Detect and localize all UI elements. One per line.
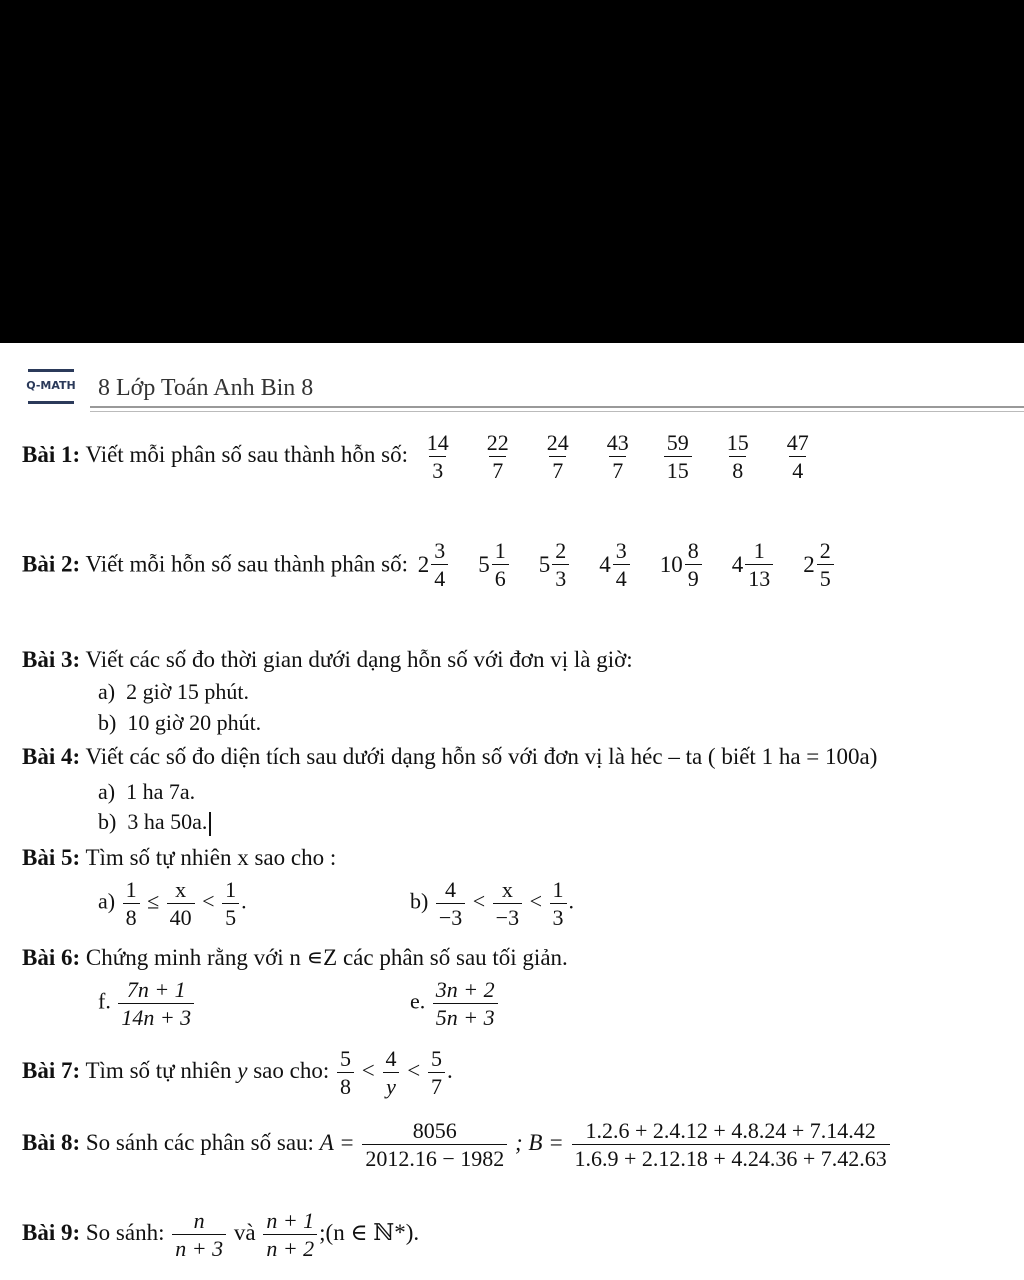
exercise-4: Bài 4: Viết các số đo diện tích sau dưới dạng hỗn số với đơn vị là héc – ta ( biết 1 ha = 100a) xyxy=(22,744,878,769)
q-math-logo: Q-MATH xyxy=(22,365,80,409)
mixed-number: 2 $\frac{2}{5}$ xyxy=(803,539,836,590)
mixed-number: 2 $\frac{3}{4}$ xyxy=(418,539,451,590)
exercise-6f: f. $\frac{7n + 1}{14n + 3}$ xyxy=(98,978,196,1029)
fraction: $\frac{43}{7}$ xyxy=(606,430,629,484)
mixed-number: 4 $\frac{1}{13}$ xyxy=(732,539,776,590)
exercise-6e: e. $\frac{3n + 2}{5n + 3}$ xyxy=(410,978,500,1029)
exercise-4a: a) 1 ha 7a. xyxy=(98,779,196,804)
exercise-2: Bài 2: Viết mỗi hỗn số sau thành phân số: 2 $\frac{3}{4}$ 5 $\frac{1}{6}$ 5 $\frac{2}{3}$ 4 $\frac{3}{4}$ 10 $\frac{8}{9}$ 4 $\frac{1}{13}$ 2 $\frac{2}{5}$ xyxy=(22,539,864,590)
exercise-7: Bài 7: Tìm số tự nhiên y sao cho: $\frac{5}{8}$ < $\frac{4}{y}$ < $\frac{5}{7}$ . xyxy=(22,1046,453,1100)
fraction: $\frac{59}{15}$ xyxy=(664,431,692,482)
fraction: $\frac{14}{3}$ xyxy=(426,430,449,484)
header-divider xyxy=(90,406,1024,408)
fraction: $\frac{47}{4}$ xyxy=(786,430,809,484)
fraction: $\frac{22}{7}$ xyxy=(486,430,509,484)
exercise-3: Bài 3: Viết các số đo thời gian dưới dạng hỗn số với đơn vị là giờ: xyxy=(22,647,633,672)
page-header xyxy=(0,343,1024,415)
fraction: $\frac{15}{8}$ xyxy=(726,430,749,484)
exercise-9: Bài 9: So sánh: $\frac{n}{n + 3}$ và $\frac{n + 1}{n + 2}$ ;(n ∈ ℕ*). xyxy=(22,1208,420,1262)
fraction: $\frac{24}{7}$ xyxy=(546,430,569,484)
text-cursor xyxy=(209,812,211,836)
exercise-5a: a) $\frac{1}{8}$ ≤ $\frac{x}{40}$ < $\frac{1}{5}$ . xyxy=(98,877,247,931)
mixed-number: 10 $\frac{8}{9}$ xyxy=(660,539,704,590)
exercise-8: Bài 8: So sánh các phân số sau: A = $\frac{8056}{2012.16 - 1982}$ ; B = $\frac{1.2.6 + 2.4.12 + 4.8.24 + 7.14.42}{1.6.9 + 2.12.18 + 4.24.36 + 7.42.63}$ xyxy=(22,1119,892,1170)
mixed-number: 4 $\frac{3}{4}$ xyxy=(599,539,632,590)
exercise-1: Bài 1: Viết mỗi phân số sau thành hỗn số: $\frac{14}{3}$ $\frac{22}{7}$ $\frac{24}{7}$ $\frac{43}{7}$ $\frac{59}{15}$ $\frac{15}{8}$ $\frac{47}{4}$ xyxy=(22,431,842,482)
header-title: 8 Lớp Toán Anh Bin 8 xyxy=(98,375,314,401)
worksheet-page xyxy=(0,343,1024,1280)
mixed-number: 5 $\frac{2}{3}$ xyxy=(539,539,572,590)
exercise-5b: b) $\frac{4}{-3}$ < $\frac{x}{-3}$ < $\frac{1}{3}$ . xyxy=(410,877,575,931)
exercise-5: Bài 5: Tìm số tự nhiên x sao cho : xyxy=(22,845,337,870)
exercise-6: Bài 6: Chứng minh rằng với n ∊Z các phân số sau tối giản. xyxy=(22,945,568,970)
exercise-3a: a) 2 giờ 15 phút. xyxy=(98,679,249,704)
mixed-number: 5 $\frac{1}{6}$ xyxy=(478,539,511,590)
exercise-3b: b) 10 giờ 20 phút. xyxy=(98,710,262,735)
exercise-4b: b) 3 ha 50a. xyxy=(98,809,211,836)
